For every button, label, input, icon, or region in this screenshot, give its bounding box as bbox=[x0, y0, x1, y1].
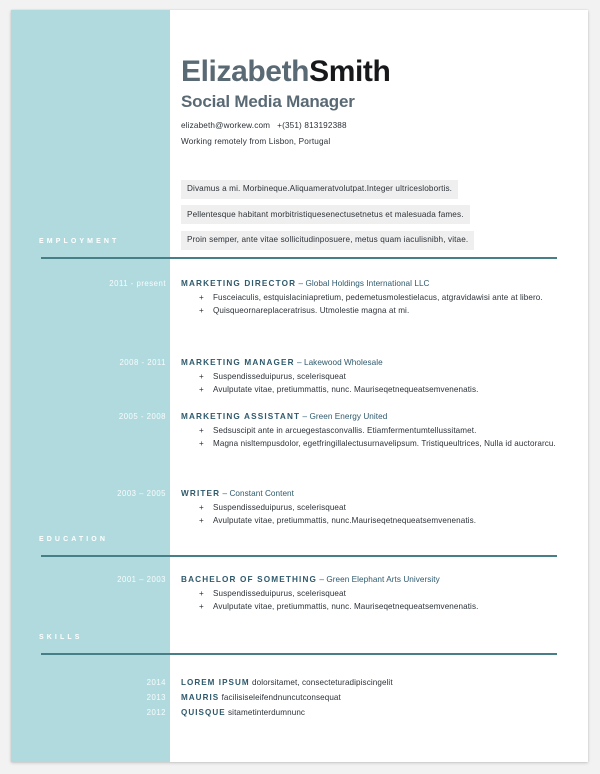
bullet-text: Sedsuscipit ante in arcuegestasconvallis. Etiamfermentumtellussitamet. bbox=[213, 426, 477, 435]
entry-separator: – bbox=[317, 575, 327, 584]
bullet-text: Suspendisseduipurus, scelerisqueat bbox=[213, 589, 346, 598]
entry-role: MARKETING DIRECTOR bbox=[181, 279, 297, 288]
entry-separator: – bbox=[300, 412, 310, 421]
skill-text bbox=[181, 677, 573, 688]
entry-separator: – bbox=[296, 279, 306, 288]
location-text: Working remotely from Lisbon, Portugal bbox=[181, 137, 331, 146]
plus-bullet-icon: + bbox=[199, 372, 204, 381]
plus-bullet-icon: + bbox=[199, 305, 204, 315]
entry-heading bbox=[181, 574, 573, 586]
phone-text: +(351) 813192388 bbox=[277, 121, 347, 130]
skill-text bbox=[181, 707, 573, 718]
entry-separator: – bbox=[220, 489, 230, 498]
plus-bullet-icon: + bbox=[199, 589, 204, 598]
entry-heading bbox=[181, 411, 573, 423]
section-divider-education bbox=[41, 555, 557, 557]
entry-organization: Green Elephant Arts University bbox=[326, 575, 440, 584]
skill-term: LOREM IPSUM bbox=[181, 678, 250, 687]
skill-year: 2013 bbox=[146, 693, 166, 702]
entry-heading bbox=[181, 357, 573, 369]
resume-header bbox=[181, 55, 576, 148]
entry-body bbox=[181, 357, 573, 396]
entry-body bbox=[181, 488, 573, 527]
section-label-employment: EMPLOYMENT bbox=[39, 238, 120, 245]
entry-date: 2001 – 2003 bbox=[117, 575, 166, 584]
plus-bullet-icon: + bbox=[199, 503, 204, 512]
bullet-item bbox=[181, 515, 573, 528]
resume-document bbox=[11, 10, 588, 762]
entry-role: MARKETING ASSISTANT bbox=[181, 412, 301, 421]
bullet-item bbox=[181, 601, 573, 614]
bullet-item bbox=[181, 502, 573, 515]
bullet-text: Suspendisseduipurus, scelerisqueat bbox=[213, 372, 346, 381]
entry-organization: Constant Content bbox=[229, 489, 294, 498]
bullet-item bbox=[181, 425, 573, 438]
bullet-item bbox=[181, 305, 573, 318]
summary-line: Proin semper, ante vitae sollicitudinposuere, metus quam iaculisnibh, vitae. bbox=[181, 231, 474, 250]
plus-bullet-icon: + bbox=[199, 384, 204, 394]
skill-description: dolorsitamet, consecteturadipiscingelit bbox=[249, 678, 393, 687]
skill-description: facilisiseleifendnuncutconsequat bbox=[219, 693, 341, 702]
last-name: Smith bbox=[309, 55, 391, 88]
skill-term: MAURIS bbox=[181, 693, 220, 702]
bullet-text: Quisqueornareplaceratrisus. Utmolestie magna at mi. bbox=[213, 305, 410, 315]
entry-organization: Global Holdings International LLC bbox=[305, 279, 430, 288]
bullet-item bbox=[181, 438, 573, 451]
entry-bullets bbox=[181, 425, 573, 450]
summary-block bbox=[181, 178, 571, 255]
bullet-item bbox=[181, 384, 573, 397]
section-label-education: EDUCATION bbox=[39, 536, 108, 543]
page-title bbox=[181, 55, 576, 89]
entry-bullets bbox=[181, 588, 573, 613]
entry-date: 2003 – 2005 bbox=[117, 489, 166, 498]
plus-bullet-icon: + bbox=[199, 438, 204, 448]
entry-role: MARKETING MANAGER bbox=[181, 358, 295, 367]
bullet-text: Magna nisltempusdolor, egetfringillalectusurnavelipsum. Tristiqueultrices, Nulla id auctorarcu. bbox=[213, 438, 556, 448]
plus-bullet-icon: + bbox=[199, 426, 204, 435]
summary-line: Divamus a mi. Morbineque.Aliquameratvolutpat.Integer ultriceslobortis. bbox=[181, 180, 458, 199]
section-label-skills: SKILLS bbox=[39, 634, 83, 641]
entry-separator: – bbox=[294, 358, 304, 367]
entry-bullets bbox=[181, 502, 573, 527]
section-divider-skills bbox=[41, 653, 557, 655]
bullet-text: Suspendisseduipurus, scelerisqueat bbox=[213, 503, 346, 512]
entry-bullets bbox=[181, 292, 573, 317]
bullet-text: Fusceiaculis, estquislaciniapretium, pedemetusmolestielacus, atgravidawisi ante at libero. bbox=[213, 293, 543, 302]
first-name: Elizabeth bbox=[181, 55, 310, 88]
entry-date: 2008 - 2011 bbox=[119, 358, 166, 367]
entry-date: 2005 - 2008 bbox=[118, 412, 166, 421]
bullet-text: Avulputate vitae, pretiummattis, nunc. Mauriseqetnequeatsemvenenatis. bbox=[213, 384, 479, 394]
section-divider-employment bbox=[41, 257, 557, 259]
skill-term: QUISQUE bbox=[181, 708, 226, 717]
plus-bullet-icon: + bbox=[199, 601, 204, 611]
skill-description: sitametinterdumnunc bbox=[225, 708, 306, 717]
email-text: elizabeth@workew.com bbox=[181, 121, 271, 130]
entry-organization: Lakewood Wholesale bbox=[303, 358, 383, 367]
entry-organization: Green Energy United bbox=[309, 412, 388, 421]
contact-line-primary bbox=[181, 119, 576, 132]
bullet-item bbox=[181, 371, 573, 384]
bullet-text: Avulputate vitae, pretiummattis, nunc. Mauriseqetnequeatsemvenenatis. bbox=[213, 601, 479, 611]
summary-line: Pellentesque habitant morbitristiquesenectusetnetus et malesuada fames. bbox=[181, 205, 470, 224]
entry-body bbox=[181, 411, 573, 450]
sidebar-accent-band bbox=[11, 10, 170, 762]
entry-bullets bbox=[181, 371, 573, 396]
bullet-text: Avulputate vitae, pretiummattis, nunc.Mauriseqetnequeatsemvenenatis. bbox=[213, 515, 477, 525]
entry-role: BACHELOR OF SOMETHING bbox=[181, 575, 318, 584]
skill-text bbox=[181, 692, 573, 703]
skill-year: 2014 bbox=[146, 678, 166, 687]
plus-bullet-icon: + bbox=[199, 293, 204, 302]
bullet-item bbox=[181, 292, 573, 305]
entry-heading bbox=[181, 278, 573, 290]
entry-heading bbox=[181, 488, 573, 500]
entry-body bbox=[181, 574, 573, 613]
entry-role: WRITER bbox=[181, 489, 221, 498]
job-title: Social Media Manager bbox=[181, 92, 355, 111]
plus-bullet-icon: + bbox=[199, 515, 204, 525]
entry-date: 2011 - present bbox=[109, 279, 166, 288]
bullet-item bbox=[181, 588, 573, 601]
entry-body bbox=[181, 278, 573, 317]
skill-year: 2012 bbox=[146, 708, 166, 717]
